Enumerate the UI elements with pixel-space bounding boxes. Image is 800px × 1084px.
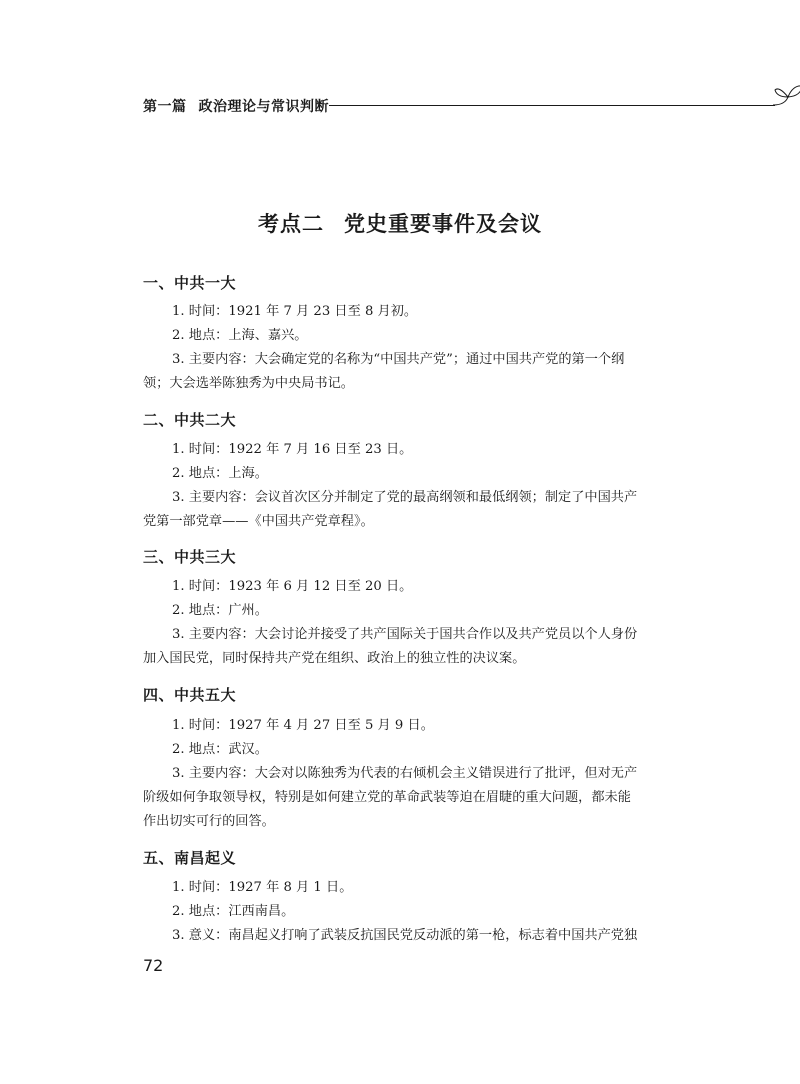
text-line: 领；大会选举陈独秀为中央局书记。 bbox=[143, 376, 354, 391]
text-line: 党第一部党章——《中国共产党章程》。 bbox=[143, 514, 374, 529]
text-line: 1. 时间：1921 年 7 月 23 日至 8 月初。 bbox=[172, 304, 418, 319]
header-rule bbox=[329, 105, 775, 106]
section-heading: 四、中共五大 bbox=[143, 686, 237, 704]
list-item bbox=[143, 900, 657, 924]
list-item bbox=[143, 324, 657, 348]
running-header bbox=[143, 96, 663, 118]
page-title-text: 党史重要事件及会议 bbox=[344, 212, 542, 236]
text-line: 3. 意义：南昌起义打响了武装反抗国民党反动派的第一枪，标志着中国共产党独 bbox=[172, 928, 638, 943]
text-line: 3. 主要内容：大会确定党的名称为“中国共产党”；通过中国共产党的第一个纲 bbox=[172, 352, 625, 367]
section-heading: 一、中共一大 bbox=[143, 274, 237, 292]
page-title bbox=[0, 208, 800, 238]
text-line: 1. 时间：1923 年 6 月 12 日至 20 日。 bbox=[172, 579, 413, 594]
text-line: 2. 地点：江西南昌。 bbox=[172, 904, 295, 919]
page-number: 72 bbox=[143, 956, 164, 975]
list-item bbox=[143, 300, 657, 324]
list-item bbox=[143, 924, 657, 948]
text-line: 1. 时间：1922 年 7 月 16 日至 23 日。 bbox=[172, 442, 413, 457]
text-line: 作出切实可行的回答。 bbox=[143, 814, 275, 829]
text-line: 2. 地点：上海、嘉兴。 bbox=[172, 328, 308, 343]
text-line: 3. 主要内容：大会讨论并接受了共产国际关于国共合作以及共产党员以个人身份 bbox=[172, 627, 638, 642]
text-line: 2. 地点：上海。 bbox=[172, 466, 268, 481]
list-item bbox=[143, 876, 657, 900]
section-heading: 三、中共三大 bbox=[143, 548, 237, 566]
list-item bbox=[143, 348, 657, 396]
text-line: 加入国民党，同时保持共产党在组织、政治上的独立性的决议案。 bbox=[143, 651, 526, 666]
text-line: 1. 时间：1927 年 4 月 27 日至 5 月 9 日。 bbox=[172, 718, 434, 733]
list-item bbox=[143, 714, 657, 738]
text-line: 2. 地点：广州。 bbox=[172, 603, 268, 618]
sprout-icon bbox=[771, 82, 800, 112]
text-line: 阶级如何争取领导权，特别是如何建立党的革命武装等迫在眉睫的重大问题，都未能 bbox=[143, 790, 631, 805]
section-heading: 二、中共二大 bbox=[143, 411, 237, 429]
header-title: 政治理论与常识判断 bbox=[198, 99, 329, 115]
header-part: 第一篇 bbox=[143, 99, 187, 115]
header-text bbox=[143, 96, 329, 116]
text-line: 3. 主要内容：会议首次区分并制定了党的最高纲领和最低纲领；制定了中国共产 bbox=[172, 490, 638, 505]
list-item bbox=[143, 738, 657, 762]
section-heading: 五、南昌起义 bbox=[143, 849, 237, 867]
list-item bbox=[143, 438, 657, 462]
list-item bbox=[143, 575, 657, 599]
text-line: 2. 地点：武汉。 bbox=[172, 742, 268, 757]
page-title-label: 考点二 bbox=[258, 212, 324, 236]
list-item bbox=[143, 762, 657, 834]
list-item bbox=[143, 486, 657, 534]
text-line: 3. 主要内容：大会对以陈独秀为代表的右倾机会主义错误进行了批评，但对无产 bbox=[172, 766, 638, 781]
list-item bbox=[143, 599, 657, 623]
list-item bbox=[143, 623, 657, 671]
list-item bbox=[143, 462, 657, 486]
text-line: 1. 时间：1927 年 8 月 1 日。 bbox=[172, 880, 353, 895]
